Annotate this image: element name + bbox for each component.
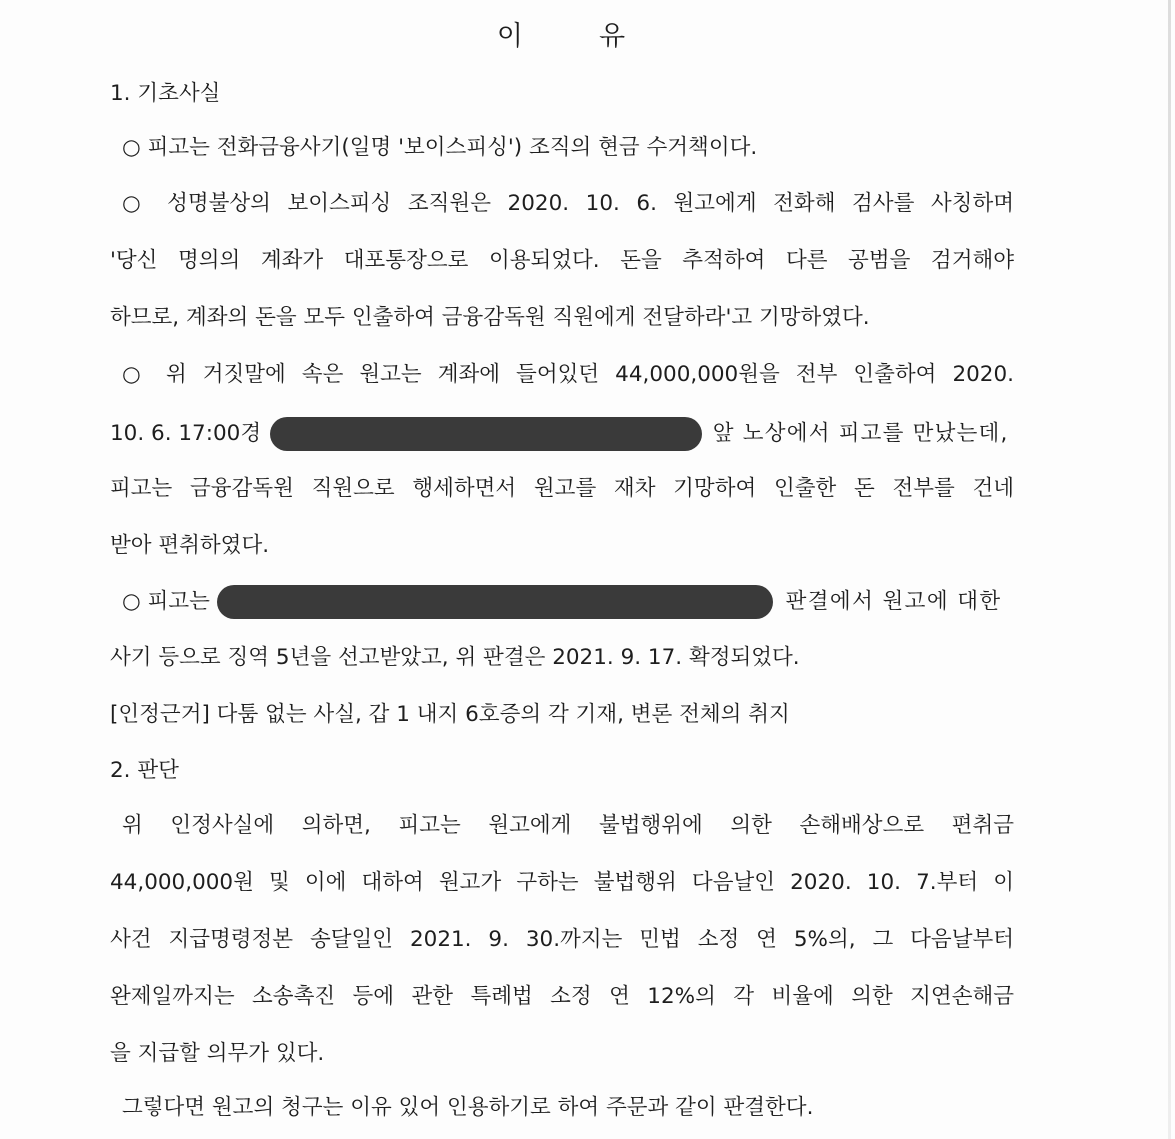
conclusion-line: 그렇다면 원고의 청구는 이유 있어 인용하기로 하여 주문과 같이 판결한다. xyxy=(122,1095,814,1120)
title-char-2: 유 xyxy=(599,21,626,52)
paragraph-line: 피고는 금융감독원 직원으로 행세하면서 원고를 재차 기망하여 인출한 돈 전부를 건네 xyxy=(110,476,1014,501)
line-text-before-redaction: ○ 피고는 xyxy=(122,589,210,614)
paragraph-line: 사기 등으로 징역 5년을 선고받았고, 위 판결은 2021. 9. 17. 확정되었다. xyxy=(110,645,800,670)
line-text-after-redaction: 판결에서 원고에 대한 xyxy=(785,589,1002,614)
line-text-after-redaction: 앞 노상에서 피고를 만났는데, xyxy=(712,421,1009,446)
paragraph-line: '당신 명의의 계좌가 대포통장으로 이용되었다. 돈을 추적하여 다른 공범을 검거해야 xyxy=(110,248,1014,273)
paragraph-line: 사건 지급명령정본 송달일인 2021. 9. 30.까지는 민법 소정 연 5%의, 그 다음날부터 xyxy=(110,927,1014,952)
section-heading-judgment: 2. 판단 xyxy=(110,758,179,783)
paragraph-line: 완제일까지는 소송촉진 등에 관한 특례법 소정 연 12%의 각 비율에 의한 지연손해금 xyxy=(110,984,1014,1009)
paragraph-line: 을 지급할 의무가 있다. xyxy=(110,1041,325,1066)
scan-edge-shadow xyxy=(1168,0,1171,1139)
document-title xyxy=(0,14,1122,53)
title-char-1: 이 xyxy=(496,21,523,52)
redaction-block xyxy=(270,417,702,451)
redaction-block xyxy=(217,585,773,619)
paragraph-line: 44,000,000원 및 이에 대하여 원고가 구하는 불법행위 다음날인 2020. 10. 7.부터 이 xyxy=(110,870,1014,895)
paragraph-line: 받아 편취하였다. xyxy=(110,533,270,558)
evidence-basis-line: [인정근거] 다툼 없는 사실, 갑 1 내지 6호증의 각 기재, 변론 전체의 취지 xyxy=(110,702,790,727)
paragraph-line: ○ 성명불상의 보이스피싱 조직원은 2020. 10. 6. 원고에게 전화해 검사를 사칭하며 xyxy=(122,191,1014,216)
paragraph-line: ○ 위 거짓말에 속은 원고는 계좌에 들어있던 44,000,000원을 전부 인출하여 2020. xyxy=(122,362,1014,387)
paragraph-line: ○ 피고는 전화금융사기(일명 '보이스피싱') 조직의 현금 수거책이다. xyxy=(122,135,758,160)
section-heading-basic-facts: 1. 기초사실 xyxy=(110,81,221,106)
paragraph-line-with-redaction xyxy=(110,417,1014,451)
line-text-before-redaction: 10. 6. 17:00경 xyxy=(110,421,262,446)
paragraph-line: 위 인정사실에 의하면, 피고는 원고에게 불법행위에 의한 손해배상으로 편취금 xyxy=(122,813,1014,838)
paragraph-line: 하므로, 계좌의 돈을 모두 인출하여 금융감독원 직원에게 전달하라'고 기망하였다. xyxy=(110,305,870,330)
paragraph-line-with-redaction xyxy=(122,585,1014,619)
